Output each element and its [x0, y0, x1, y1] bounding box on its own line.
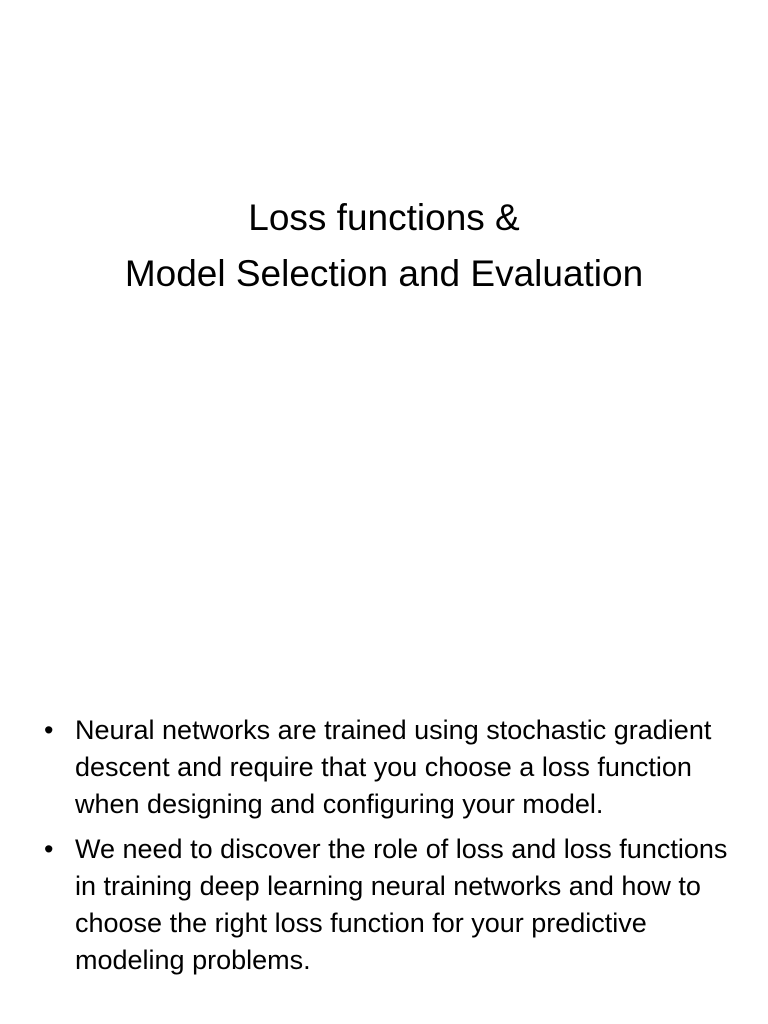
- title-line-1: Loss functions &: [248, 197, 520, 238]
- title-line-2: Model Selection and Evaluation: [124, 253, 644, 294]
- bullet-dot-icon: •: [44, 834, 54, 864]
- bullet-text: Neural networks are trained using stochastic gradient descent and require that you choose a loss function when designing and configuring your model.: [75, 715, 712, 819]
- slide-title: [0, 190, 768, 302]
- bullet-item: [40, 831, 730, 979]
- bullet-item: [40, 712, 730, 823]
- bullet-dot-icon: •: [44, 715, 54, 745]
- bullet-list: [40, 712, 730, 987]
- bullet-text: We need to discover the role of loss and loss functions in training deep learning neural networks and how to choose the right loss function for your predictive modeling problems.: [75, 834, 728, 975]
